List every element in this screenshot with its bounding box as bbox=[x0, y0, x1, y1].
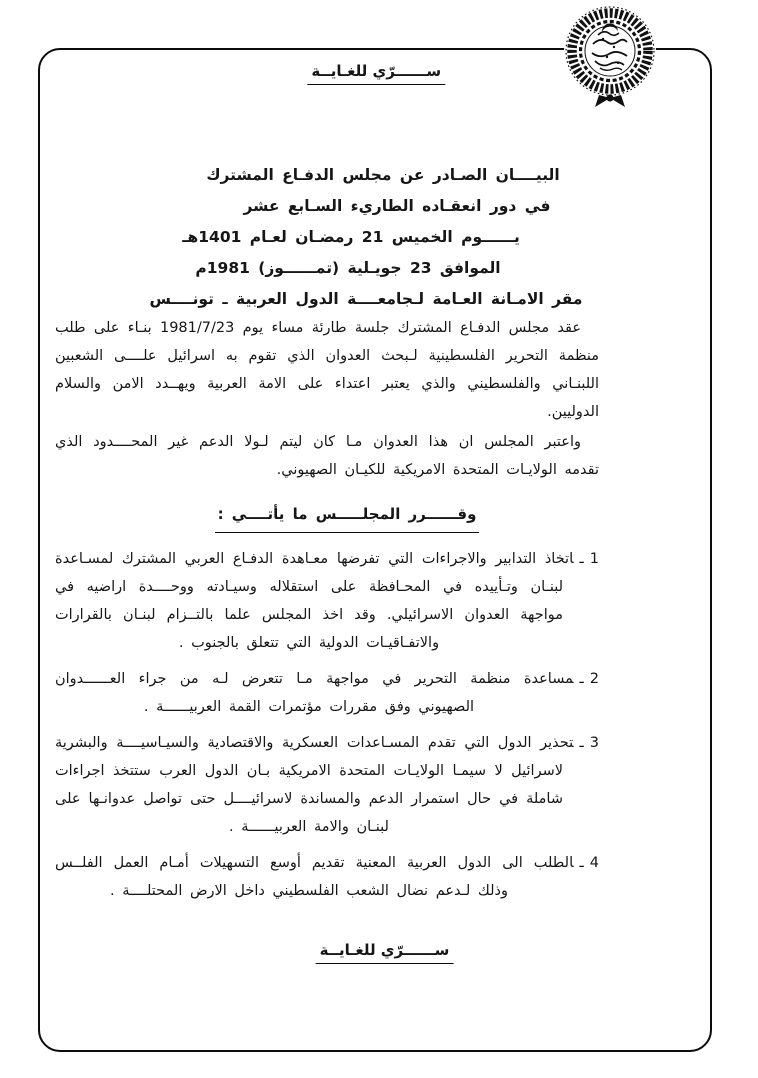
decision-dash: ـ bbox=[579, 671, 584, 687]
title-line-statement: البيــــان الصـادر عن مجلس الدفـاع المشترك bbox=[206, 166, 560, 184]
classification-top: ســــــرّي للغـايــة bbox=[307, 62, 445, 85]
decision-number: 4 bbox=[589, 855, 599, 871]
decision-number: 2 bbox=[589, 671, 599, 687]
decision-text: تحذير الدول التي تقدم المسـاعدات العسكرية والاقتصادية والسيـاسيــــة والبشرية لاسرائيل لا سيمـا الولايـات المتحدة الامريكية بـان الدول العرب ستتخذ اجراءات شاملة في حال استمرار الدعم والمساندة لاسرائيــــل حتى تواصل عدوانـها على لبنـان والامة العربيــــــة . bbox=[55, 735, 574, 835]
document-body bbox=[55, 314, 599, 913]
decision-text: اتخاذ التدابير والاجراءات التي تفرضها معـاهدة الدفـاع العربي المشترك لمسـاعدة لبنـان وتـأييده في المحـافظة على استقلاله وسيـادته ووحــــدة اراضيه في مواجهة العدوان الاسرائيلي. وقد اخذ المجلس علما بالتــزام لبنـان بالقرارات والاتفـاقيـات الدولية التي تتعلق بالجنوب . bbox=[55, 551, 574, 651]
decisions-heading: وقــــــرر المجلـــــس ما يأتــــي : bbox=[215, 500, 480, 533]
decision-dash: ـ bbox=[579, 735, 584, 751]
decision-item bbox=[55, 729, 599, 841]
paragraph-us-support: واعتبر المجلس ان هذا العدوان مـا كان ليتم لـولا الدعم غير المحــــدود الذي تقدمه الولايـات المتحدة الامريكية للكيـان الصهيوني. bbox=[55, 434, 599, 478]
title-line-hijri-date: يــــــوم الخميس 21 رمضـان لعـام 1401هـ bbox=[182, 228, 520, 246]
decision-item bbox=[55, 545, 599, 657]
title-line-venue: مقر الامـانة العـامة لـجامعــــة الدول العربية ـ تونــــس bbox=[149, 290, 583, 308]
decision-item bbox=[55, 849, 599, 905]
arab-league-emblem-icon bbox=[562, 2, 658, 112]
title-line-session: في دور انعقـاده الطاريء السـابع عشر bbox=[243, 197, 551, 215]
decisions-heading-wrap bbox=[75, 500, 619, 533]
classification-bottom: ســــــرّي للغـايــة bbox=[316, 941, 454, 964]
paragraph-session-held: عقد مجلس الدفـاع المشترك جلسة طارئة مساء يوم 1981/7/23 بنـاء على طلب منظمة التحرير الفلسطينية لـبحث العدوان الذي تقوم به اسرائيل علــــى الشعبين اللبنـاني والفلسطيني والذي يعتبر اعتداء على الامة العربية ويهــدد الامن والسلام الدوليين. bbox=[55, 320, 599, 420]
decision-text: مساعدة منظمة التحرير في مواجهة مـا تتعرض لـه من جراء العــــــدوان الصهيوني وفق مقررات مؤتمرات القمة العربيــــــة . bbox=[55, 671, 574, 715]
decision-number: 1 bbox=[589, 551, 599, 567]
decision-dash: ـ bbox=[579, 551, 584, 567]
arab-league-emblem bbox=[562, 2, 658, 112]
title-block bbox=[0, 160, 758, 315]
decision-dash: ـ bbox=[579, 855, 584, 871]
title-line-gregorian-date: الموافق 23 جويـلية (تمــــــوز) 1981م bbox=[195, 259, 501, 277]
decision-number: 3 bbox=[589, 735, 599, 751]
decision-item bbox=[55, 665, 599, 721]
decision-text: الطلب الى الدول العربية المعنية تقديم أوسع التسهيلات أمـام العمل الفلــس وذلك لـدعم نضال الشعب الفلسطيني داخل الارض المحتلــــة . bbox=[55, 855, 574, 899]
